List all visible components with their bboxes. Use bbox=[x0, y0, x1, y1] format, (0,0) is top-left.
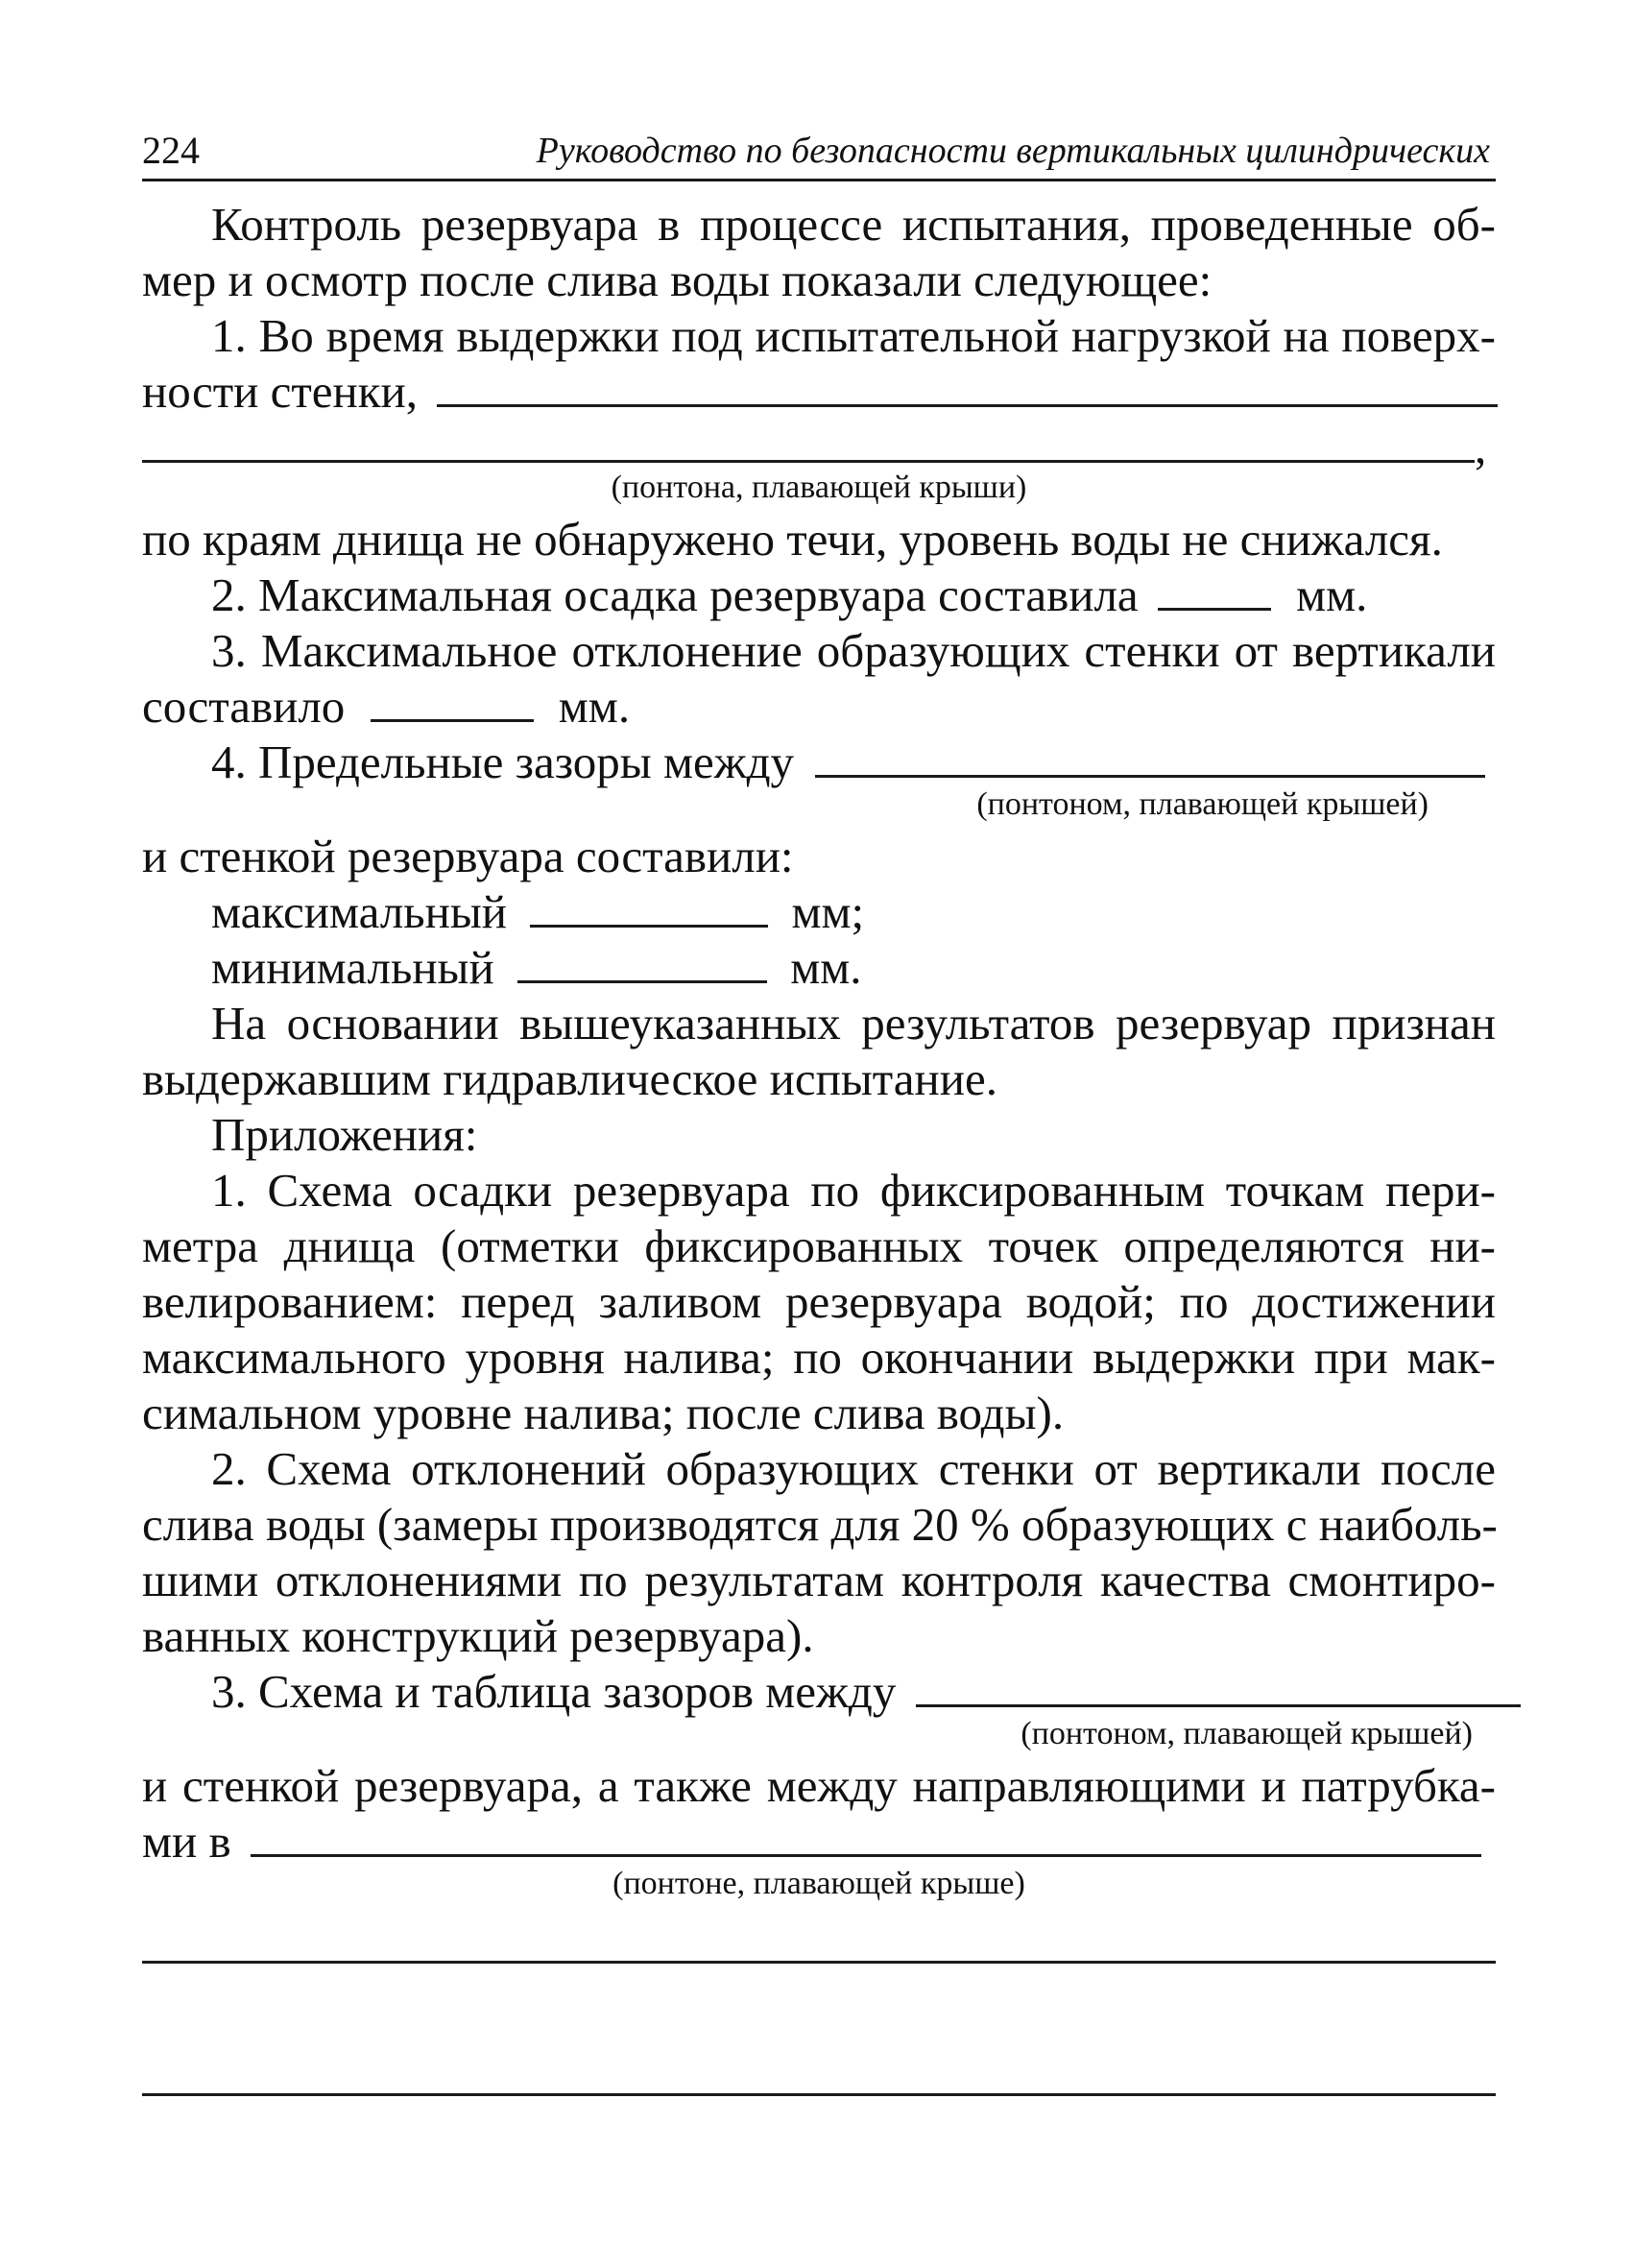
text-line: выдержавшим гидравлическое испытание. bbox=[142, 1052, 997, 1105]
text-line: Контроль резервуара в процессе испытания, проведенные об- bbox=[211, 198, 1496, 251]
hint-label: (понтоне, плавающей крыше) bbox=[612, 1866, 1025, 1901]
text-line: 3. Максимальное отклонение образующих стенки от вертикали bbox=[211, 624, 1496, 677]
blank-line[interactable] bbox=[142, 1961, 1496, 1964]
page-header bbox=[142, 127, 1496, 181]
text-line bbox=[142, 1664, 1496, 1720]
blank-line[interactable] bbox=[142, 2093, 1496, 2096]
text-line: и стенкой резервуара составили: bbox=[142, 830, 794, 882]
unit-label: мм; bbox=[791, 885, 865, 938]
text-line: 1. Схема осадки резервуара по фиксированным точкам пери- bbox=[211, 1164, 1496, 1217]
text-line: максимального уровня налива; по окончании выдержки при мак- bbox=[142, 1331, 1496, 1384]
text-line bbox=[142, 884, 1496, 940]
text-line: по краям днища не обнаружено течи, уровень воды не снижался. bbox=[142, 513, 1443, 566]
fill-blank-surface-2[interactable] bbox=[142, 423, 1475, 463]
text-line: симальном уровне налива; после слива воды). bbox=[142, 1387, 1065, 1439]
item1-label: ности стенки, bbox=[142, 365, 418, 418]
fill-blank-appendix-location[interactable] bbox=[251, 1818, 1481, 1857]
fill-blank-appendix-gaps[interactable] bbox=[916, 1668, 1521, 1707]
hint-label: (понтона, плавающей крыши) bbox=[611, 470, 1027, 505]
appendix-title: Приложения: bbox=[211, 1108, 478, 1161]
text-line: велированием: перед заливом резервуара водой; по достижении bbox=[142, 1275, 1496, 1328]
fill-blank-deviation[interactable] bbox=[371, 683, 534, 722]
text-line bbox=[142, 1814, 1496, 1870]
fill-blank-settlement[interactable] bbox=[1158, 571, 1271, 611]
text-line: слива воды (замеры производятся для 20 % образующих с наиболь- bbox=[142, 1498, 1498, 1551]
fill-blank-min-gap[interactable] bbox=[517, 944, 767, 983]
fill-blank-max-gap[interactable] bbox=[530, 888, 768, 928]
text-line: мер и осмотр после слива воды показали следующее: bbox=[142, 253, 1213, 306]
appendix3-text: 3. Схема и таблица зазоров между bbox=[211, 1665, 897, 1718]
item3-label: составило bbox=[142, 680, 346, 733]
text-line: метра днища (отметки фиксированных точек определяются ни- bbox=[142, 1219, 1496, 1272]
fill-blank-surface-1[interactable] bbox=[437, 368, 1498, 407]
text-line: 2. Схема отклонений образующих стенки от вертикали после bbox=[211, 1442, 1496, 1495]
item4-text: 4. Предельные зазоры между bbox=[211, 736, 794, 788]
text-line bbox=[142, 940, 1496, 996]
text-line bbox=[142, 679, 1496, 735]
max-label: максимальный bbox=[211, 885, 507, 938]
text-line: шими отклонениями по результатам контроля качества смонтиро- bbox=[142, 1554, 1496, 1606]
page-number: 224 bbox=[142, 129, 200, 172]
text-line: ванных конструкций резервуара). bbox=[142, 1609, 814, 1662]
comma: , bbox=[1475, 421, 1487, 473]
min-label: минимальный bbox=[211, 941, 494, 994]
unit-label: мм. bbox=[790, 941, 862, 994]
text-line bbox=[142, 567, 1496, 623]
hint-label: (понтоном, плавающей крышей) bbox=[1021, 1716, 1473, 1751]
hint-label: (понтоном, плавающей крышей) bbox=[976, 786, 1429, 822]
text-line: и стенкой резервуара, а также между направляющими и патрубка- bbox=[142, 1759, 1496, 1812]
text-line bbox=[142, 364, 1496, 420]
item2-text: 2. Максимальная осадка резервуара составила bbox=[211, 568, 1139, 621]
text-line bbox=[142, 735, 1496, 790]
text-line: 1. Во время выдержки под испытательной нагрузкой на поверх- bbox=[211, 309, 1496, 362]
fill-blank-gaps-between[interactable] bbox=[815, 738, 1485, 778]
unit-label: мм. bbox=[1296, 568, 1368, 621]
unit-label: мм. bbox=[558, 680, 631, 733]
appendix3-tail: ми в bbox=[142, 1815, 231, 1868]
document-body bbox=[142, 197, 1496, 1908]
running-title: Руководство по безопасности вертикальных цилиндрических bbox=[536, 131, 1490, 171]
text-line: На основании вышеуказанных результатов резервуар признан bbox=[211, 997, 1496, 1050]
